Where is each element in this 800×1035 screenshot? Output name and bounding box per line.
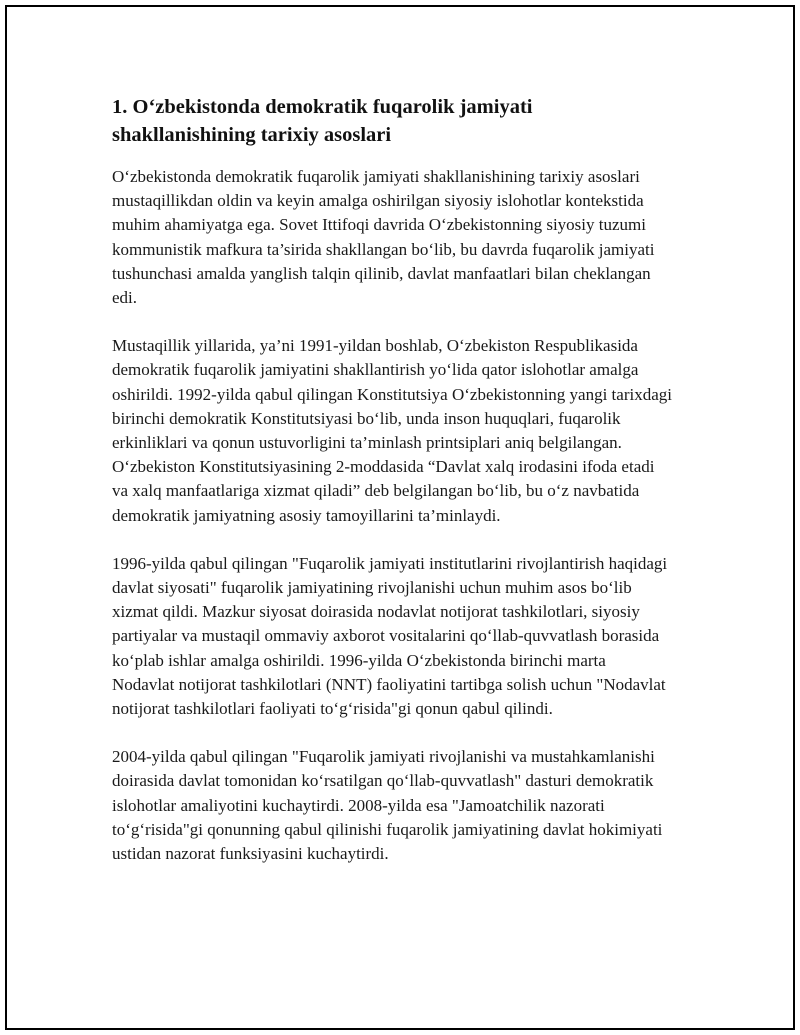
paragraph-3: 1996-yilda qabul qilingan "Fuqarolik jamiyati institutlarini rivojlantirish haqidagi davlat siyosati" fuqarolik jamiyatining rivojlanishi uchun muhim asos bo‘lib xizmat qildi. Mazkur siyosat doirasida nodavlat notijorat tashkilotlari, siyosiy partiyalar va mustaqil ommaviy axborot vositalarini qo‘llab-quvvatlash borasida ko‘plab ishlar amalga oshirildi. 1996-yilda O‘zbekistonda birinchi marta Nodavlat notijorat tashkilotlari (NNT) faoliyatini tartibga solish uchun "Nodavlat notijorat tashkilotlari faoliyati to‘g‘risida"gi qonun qabul qilindi. [112, 553, 668, 719]
paragraph-2: Mustaqillik yillarida, ya’ni 1991-yildan boshlab, O‘zbekiston Respublikasida demokratik fuqarolik jamiyatini shakllantirish yo‘lida qator islohotlar amalga oshirildi. 1992-yilda qabul qilingan Konstitutsiya O‘zbekistonning yangi tarixdagi birinchi demokratik Konstitutsiyasi bo‘lib, unda inson huquqlari, fuqarolik erkinliklari va qonun ustuvorligini ta’minlash printsiplari aniq belgilangan. O‘zbekiston Konstitutsiyasining 2-moddasida “Davlat xalq irodasini ifoda etadi va xalq manfaatlariga xizmat qiladi” deb belgilangan bo‘lib, bu o‘z navbatida demokratik jamiyatning asosiy tamoyillarini ta’minlaydi. [112, 336, 672, 525]
document-body [112, 93, 672, 890]
paragraph-1: O‘zbekistonda demokratik fuqarolik jamiyati shakllanishining tarixiy asoslari mustaqillikdan oldin va keyin amalga oshirilgan siyosiy islohotlar kontekstida muhim ahamiyatga ega. Sovet Ittifoqi davrida O‘zbekistonning siyosiy tuzumi kommunistik mafkura ta’sirida shakllangan bo‘lib, bu davrda fuqarolik jamiyati tushunchasi amalda yanglish talqin qilinib, davlat manfaatlari bilan cheklangan edi. [112, 167, 655, 308]
section-heading: 1. O‘zbekistonda demokratik fuqarolik jamiyati shakllanishining tarixiy asoslari [112, 96, 533, 146]
paragraph-4: 2004-yilda qabul qilingan "Fuqarolik jamiyati rivojlanishi va mustahkamlanishi doirasida davlat tomonidan ko‘rsatilgan qo‘llab-quvvatlash" dasturi demokratik islohotlar amaliyotini kuchaytirdi. 2008-yilda esa "Jamoatchilik nazorati to‘g‘risida"gi qonunning qabul qilinishi fuqarolik jamiyatining davlat hokimiyati ustidan nazorat funksiyasini kuchaytirdi. [112, 747, 663, 864]
